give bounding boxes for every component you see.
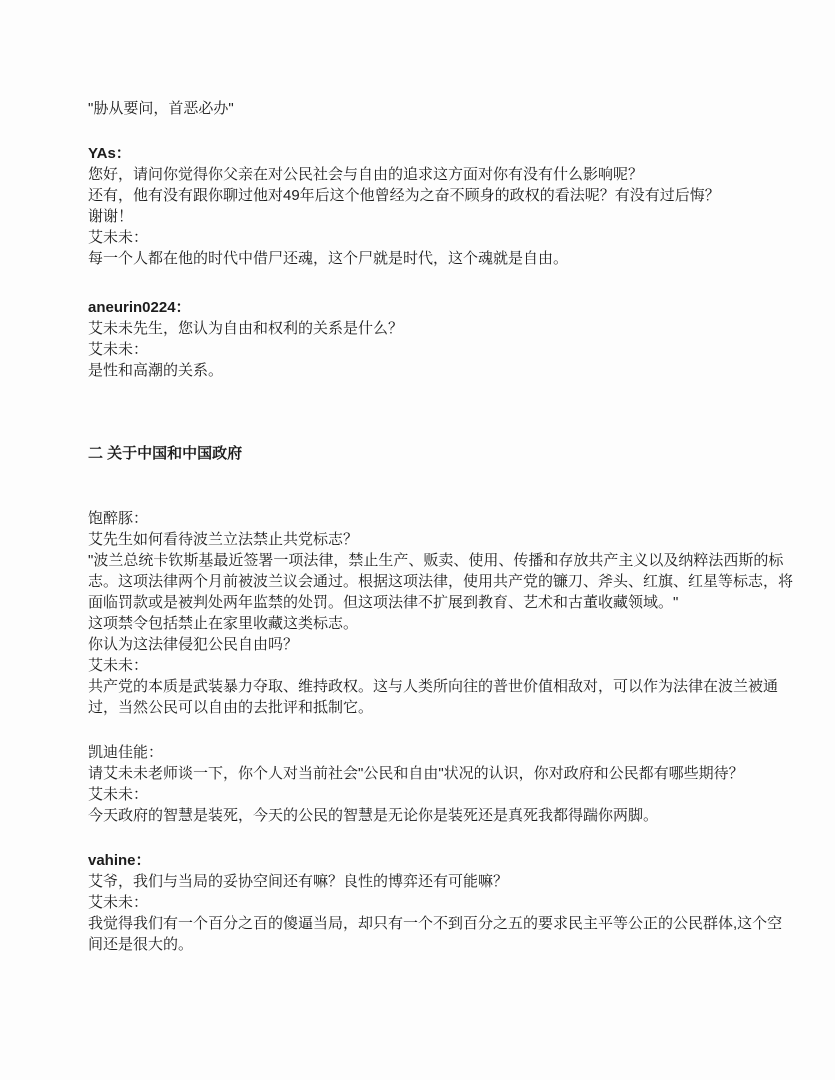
document-content xyxy=(88,98,795,955)
question-line: 请艾未未老师谈一下，你个人对当前社会"公民和自由"状况的认识，你对政府和公民都有哪些期待？ xyxy=(88,765,744,782)
question-quote-paragraph: "波兰总统卡钦斯基最近签署一项法律，禁止生产、贩卖、使用、传播和存放共产主义以及纳粹法西斯的标志。这项法律两个月前被波兰议会通过。根据这项法律，使用共产党的镰刀、斧头、红旗、红星等标志，将面临罚款或是被判处两年监禁的处罚。但这项法律不扩展到教育、艺术和古董收藏领域。" xyxy=(88,552,794,611)
answer-line: 共产党的本质是武装暴力夺取、维持政权。这与人类所向往的普世价值相敌对，可以作为法律在波兰被通过，当然公民可以自由的去批评和抵制它。 xyxy=(88,678,779,716)
asker-name: 凯迪佳能： xyxy=(88,744,164,761)
question-line: 还有，他有没有跟你聊过他对49年后这个他曾经为之奋不顾身的政权的看法呢？有没有过后悔？ xyxy=(88,187,720,204)
asker-name: aneurin0224： xyxy=(88,299,191,316)
qa-block xyxy=(88,742,795,826)
question-line: 你认为这法律侵犯公民自由吗？ xyxy=(88,636,299,653)
answerer-name: 艾未未： xyxy=(88,341,149,358)
asker-name: 饱醉豚： xyxy=(88,510,149,527)
answerer-name: 艾未未： xyxy=(88,894,149,911)
opening-quote: "胁从要问，首恶必办" xyxy=(88,100,234,117)
answer-line: 今天政府的智慧是装死，今天的公民的智慧是无论你是装死还是真死我都得踹你两脚。 xyxy=(88,807,659,824)
question-line: 艾先生如何看待波兰立法禁止共党标志？ xyxy=(88,531,359,548)
asker-name: YAs： xyxy=(88,145,131,162)
qa-block xyxy=(88,508,795,718)
qa-block xyxy=(88,850,795,955)
answer-line: 我觉得我们有一个百分之百的傻逼当局，却只有一个不到百分之五的要求民主平等公正的公民群体,这个空间还是很大的。 xyxy=(88,915,783,953)
question-line: 艾未未先生，您认为自由和权利的关系是什么？ xyxy=(88,320,404,337)
question-line: 艾爷，我们与当局的妥协空间还有嘛？良性的博弈还有可能嘛？ xyxy=(88,873,509,890)
question-line: 这项禁令包括禁止在家里收藏这类标志。 xyxy=(88,615,359,632)
section-heading: 二 关于中国和中国政府 xyxy=(88,445,243,462)
question-line: 谢谢！ xyxy=(88,208,134,225)
qa-block xyxy=(88,297,795,381)
answerer-name: 艾未未： xyxy=(88,229,149,246)
question-line: 您好，请问你觉得你父亲在对公民社会与自由的追求这方面对你有没有什么影响呢？ xyxy=(88,166,644,183)
answerer-name: 艾未未： xyxy=(88,786,149,803)
answer-line: 每一个人都在他的时代中借尸还魂，这个尸就是时代，这个魂就是自由。 xyxy=(88,250,569,267)
asker-name: vahine： xyxy=(88,852,151,869)
answer-line: 是性和高潮的关系。 xyxy=(88,362,224,379)
qa-block xyxy=(88,143,795,269)
answerer-name: 艾未未： xyxy=(88,657,149,674)
